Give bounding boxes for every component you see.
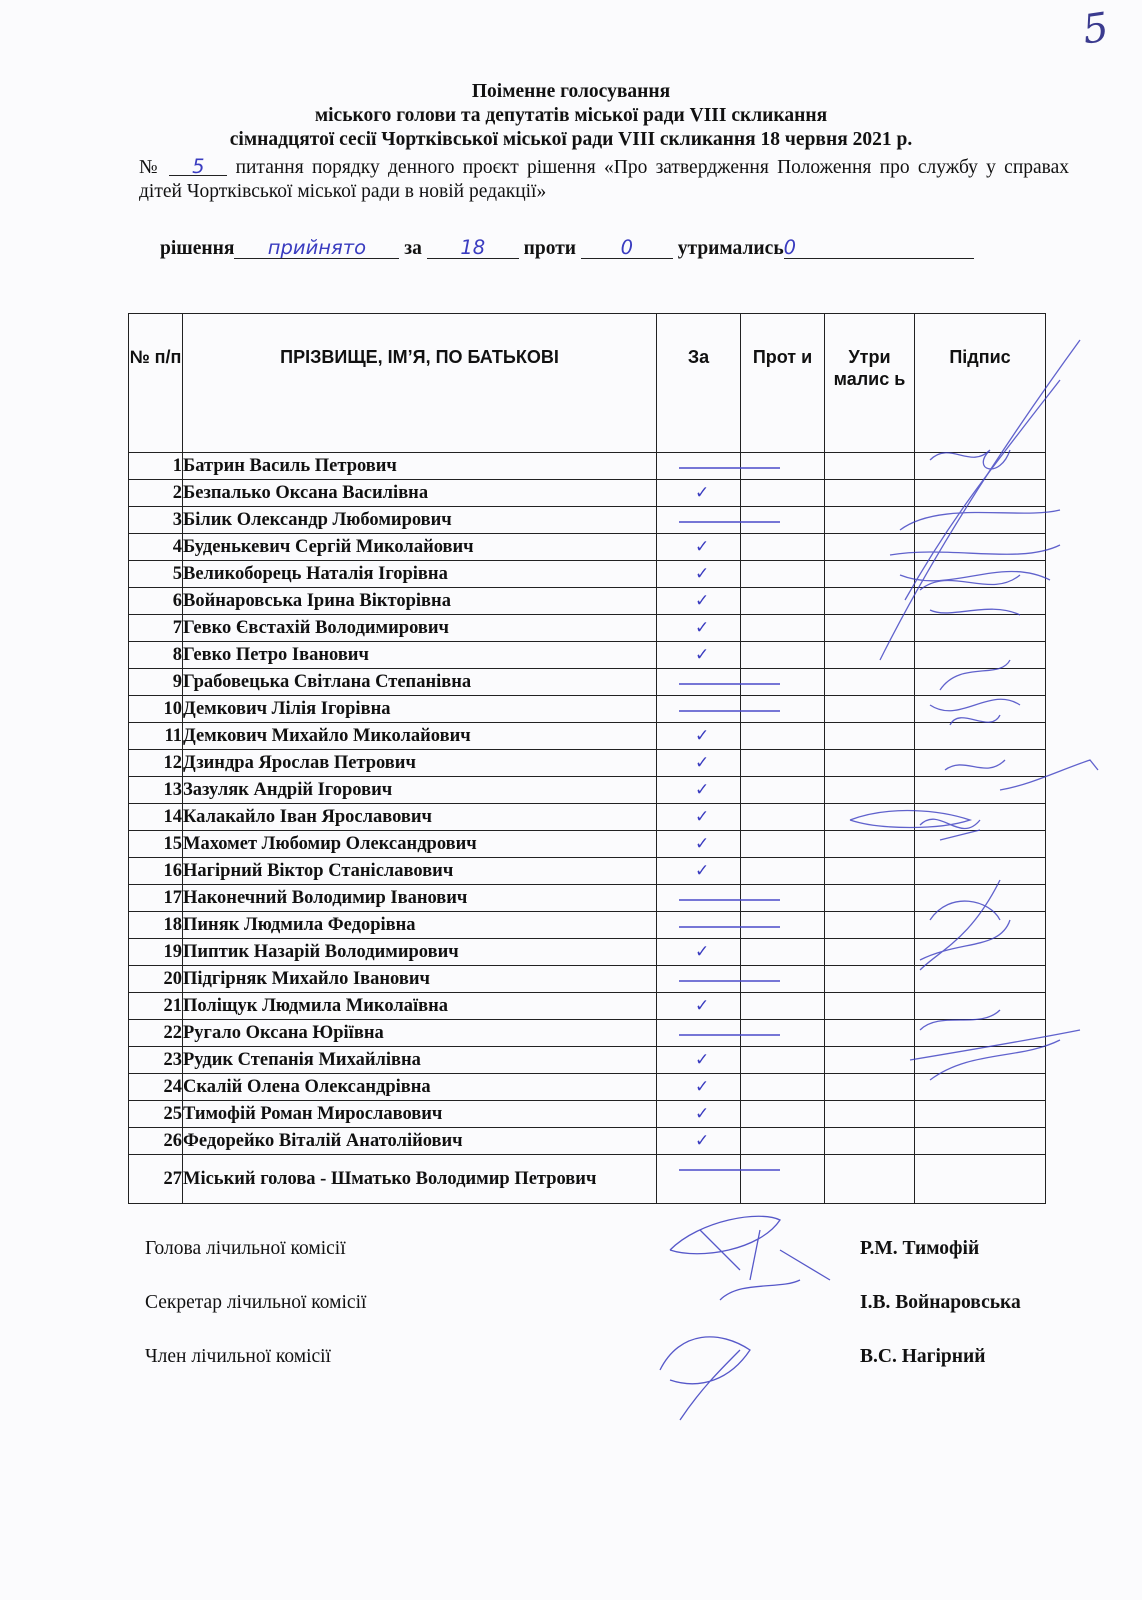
cell-proty	[741, 480, 825, 507]
table-header-row	[129, 314, 1046, 453]
deputy-name: Калакайло Іван Ярославович	[183, 804, 657, 831]
question-text: питання порядку денного проєкт рішення «Про затвердження Положення про службу у справах дітей Чортківської міської ради в новій редакції»	[139, 157, 1070, 202]
cell-za	[657, 885, 741, 912]
cell-signature	[915, 966, 1046, 993]
cell-za	[657, 1074, 741, 1101]
checkmark-icon: ✓	[695, 1104, 710, 1124]
cell-proty	[741, 1020, 825, 1047]
commission-chair	[145, 1238, 1065, 1264]
table-row	[129, 1074, 1046, 1101]
deputy-name: Скалій Олена Олександрівна	[183, 1074, 657, 1101]
checkmark-icon: ✓	[695, 1050, 710, 1070]
question-prefix: №	[139, 157, 161, 178]
cell-za	[657, 1155, 741, 1204]
table-row	[129, 561, 1046, 588]
commission-member	[145, 1346, 1065, 1372]
cell-utr	[825, 1155, 915, 1204]
row-number: 9	[129, 669, 183, 696]
table-row	[129, 939, 1046, 966]
row-number: 13	[129, 777, 183, 804]
cell-za	[657, 939, 741, 966]
cell-proty	[741, 642, 825, 669]
header-signature: Підпис	[915, 314, 1046, 453]
header-subtitle: міського голови та депутатів міської ради VIII скликання	[314, 105, 828, 126]
table-row	[129, 480, 1046, 507]
table-row	[129, 993, 1046, 1020]
table-row	[129, 534, 1046, 561]
row-number: 14	[129, 804, 183, 831]
document-header	[0, 80, 1142, 152]
cell-proty	[741, 615, 825, 642]
cell-proty	[741, 453, 825, 480]
row-number: 15	[129, 831, 183, 858]
deputy-name: Тимофій Роман Мирославович	[183, 1101, 657, 1128]
cell-za	[657, 804, 741, 831]
cell-proty	[741, 696, 825, 723]
cell-za	[657, 1128, 741, 1155]
cell-signature	[915, 750, 1046, 777]
header-number: № п/п	[129, 314, 183, 453]
cell-utr	[825, 507, 915, 534]
row-number: 2	[129, 480, 183, 507]
cell-utr	[825, 534, 915, 561]
table-row	[129, 912, 1046, 939]
cell-signature	[915, 858, 1046, 885]
row-number: 4	[129, 534, 183, 561]
cell-signature	[915, 831, 1046, 858]
deputy-name: Міський голова - Шматько Володимир Петрович	[183, 1155, 657, 1204]
cell-utr	[825, 480, 915, 507]
deputy-name: Гевко Петро Іванович	[183, 642, 657, 669]
row-number: 27	[129, 1155, 183, 1204]
cell-za	[657, 507, 741, 534]
cell-signature	[915, 1047, 1046, 1074]
table-row	[129, 453, 1046, 480]
deputy-name: Дзиндра Ярослав Петрович	[183, 750, 657, 777]
agenda-question	[139, 155, 1069, 204]
table-row	[129, 669, 1046, 696]
cell-za	[657, 912, 741, 939]
cell-za	[657, 561, 741, 588]
deputy-name: Грабовецька Світлана Степанівна	[183, 669, 657, 696]
cell-signature	[915, 885, 1046, 912]
checkmark-icon: ✓	[695, 834, 710, 854]
cell-signature	[915, 912, 1046, 939]
cell-signature	[915, 642, 1046, 669]
cell-utr	[825, 831, 915, 858]
secretary-role: Секретар лічильної комісії	[145, 1292, 367, 1313]
deputy-name: Безпалько Оксана Василівна	[183, 480, 657, 507]
row-number: 25	[129, 1101, 183, 1128]
cell-utr	[825, 723, 915, 750]
cell-proty	[741, 669, 825, 696]
table-row	[129, 1020, 1046, 1047]
cell-proty	[741, 1128, 825, 1155]
checkmark-icon: ✓	[695, 564, 710, 584]
cell-signature	[915, 993, 1046, 1020]
cell-proty	[741, 966, 825, 993]
cell-proty	[741, 831, 825, 858]
absent-dash-mark	[679, 899, 780, 901]
deputy-name: Білик Олександр Любомирович	[183, 507, 657, 534]
cell-za	[657, 993, 741, 1020]
row-number: 7	[129, 615, 183, 642]
cell-utr	[825, 912, 915, 939]
chair-role: Голова лічильної комісії	[145, 1238, 346, 1259]
row-number: 18	[129, 912, 183, 939]
checkmark-icon: ✓	[695, 780, 710, 800]
cell-za	[657, 777, 741, 804]
checkmark-icon: ✓	[695, 753, 710, 773]
cell-signature	[915, 561, 1046, 588]
table-row	[129, 858, 1046, 885]
checkmark-icon: ✓	[695, 726, 710, 746]
cell-utr	[825, 777, 915, 804]
cell-za	[657, 1047, 741, 1074]
cell-proty	[741, 858, 825, 885]
member-role: Член лічильної комісії	[145, 1346, 331, 1367]
deputy-name: Гевко Євстахій Володимирович	[183, 615, 657, 642]
table-row	[129, 1155, 1046, 1204]
row-number: 5	[129, 561, 183, 588]
row-number: 12	[129, 750, 183, 777]
cell-utr	[825, 939, 915, 966]
header-za: За	[657, 314, 741, 453]
row-number: 17	[129, 885, 183, 912]
table-row	[129, 723, 1046, 750]
table-row	[129, 804, 1046, 831]
cell-proty	[741, 993, 825, 1020]
row-number: 19	[129, 939, 183, 966]
cell-za	[657, 669, 741, 696]
cell-utr	[825, 588, 915, 615]
decision-value: прийнято	[267, 236, 367, 259]
cell-za	[657, 1101, 741, 1128]
checkmark-icon: ✓	[695, 645, 710, 665]
table-row	[129, 750, 1046, 777]
deputy-name: Батрин Василь Петрович	[183, 453, 657, 480]
utr-label: утримались	[677, 238, 784, 259]
deputy-name: Пиптик Назарій Володимирович	[183, 939, 657, 966]
cell-utr	[825, 642, 915, 669]
cell-za	[657, 453, 741, 480]
row-number: 8	[129, 642, 183, 669]
chair-name: Р.М. Тимофій	[860, 1238, 980, 1259]
za-value: 18	[460, 236, 486, 259]
deputy-name: Пиняк Людмила Федорівна	[183, 912, 657, 939]
absent-dash-mark	[679, 1169, 780, 1171]
cell-proty	[741, 777, 825, 804]
table-row	[129, 1101, 1046, 1128]
deputy-name: Великоборець Наталія Ігорівна	[183, 561, 657, 588]
cell-signature	[915, 615, 1046, 642]
deputy-name: Нагірний Віктор Станіславович	[183, 858, 657, 885]
deputy-name: Войнаровська Ірина Вікторівна	[183, 588, 657, 615]
cell-signature	[915, 453, 1046, 480]
cell-utr	[825, 1074, 915, 1101]
checkmark-icon: ✓	[695, 537, 710, 557]
absent-dash-mark	[679, 1034, 780, 1036]
absent-dash-mark	[679, 926, 780, 928]
cell-signature	[915, 777, 1046, 804]
header-utr: Утри малис ь	[825, 314, 915, 453]
checkmark-icon: ✓	[695, 618, 710, 638]
table-row	[129, 885, 1046, 912]
absent-dash-mark	[679, 467, 780, 469]
header-session: сімнадцятої сесії Чортківської міської ради VIII скликання 18 червня 2021 р.	[229, 129, 913, 150]
cell-za	[657, 642, 741, 669]
row-number: 3	[129, 507, 183, 534]
cell-proty	[741, 1074, 825, 1101]
checkmark-icon: ✓	[695, 1131, 710, 1151]
absent-dash-mark	[679, 980, 780, 982]
table-row	[129, 1128, 1046, 1155]
roll-call-table	[128, 313, 1046, 1204]
proty-value: 0	[620, 236, 634, 259]
cell-proty	[741, 804, 825, 831]
cell-signature	[915, 696, 1046, 723]
cell-signature	[915, 1128, 1046, 1155]
absent-dash-mark	[679, 683, 780, 685]
row-number: 11	[129, 723, 183, 750]
deputy-name: Федорейко Віталій Анатолійович	[183, 1128, 657, 1155]
table-row	[129, 831, 1046, 858]
row-number: 16	[129, 858, 183, 885]
deputy-name: Буденькевич Сергій Миколайович	[183, 534, 657, 561]
row-number: 23	[129, 1047, 183, 1074]
cell-signature	[915, 1074, 1046, 1101]
cell-utr	[825, 615, 915, 642]
cell-utr	[825, 993, 915, 1020]
cell-za	[657, 615, 741, 642]
absent-dash-mark	[679, 521, 780, 523]
decision-label: рішення	[160, 238, 235, 259]
cell-za	[657, 858, 741, 885]
member-name: В.С. Нагірний	[860, 1346, 986, 1367]
cell-signature	[915, 480, 1046, 507]
cell-proty	[741, 1047, 825, 1074]
row-number: 22	[129, 1020, 183, 1047]
proty-label: проти	[523, 238, 577, 259]
row-number: 21	[129, 993, 183, 1020]
secretary-name: І.В. Войнаровська	[860, 1292, 1021, 1313]
checkmark-icon: ✓	[695, 942, 710, 962]
checkmark-icon: ✓	[695, 483, 710, 503]
row-number: 1	[129, 453, 183, 480]
deputy-name: Ругало Оксана Юріївна	[183, 1020, 657, 1047]
cell-utr	[825, 804, 915, 831]
cell-proty	[741, 561, 825, 588]
deputy-name: Наконечний Володимир Іванович	[183, 885, 657, 912]
deputy-name: Махомет Любомир Олександрович	[183, 831, 657, 858]
cell-signature	[915, 507, 1046, 534]
cell-proty	[741, 534, 825, 561]
cell-za	[657, 966, 741, 993]
commission-secretary	[145, 1292, 1065, 1318]
row-number: 10	[129, 696, 183, 723]
header-name: ПРІЗВИЩЕ, ІМ’Я, ПО БАТЬКОВІ	[183, 314, 657, 453]
checkmark-icon: ✓	[695, 861, 710, 881]
cell-proty	[741, 750, 825, 777]
table-row	[129, 1047, 1046, 1074]
cell-signature	[915, 1020, 1046, 1047]
table-row	[129, 696, 1046, 723]
cell-za	[657, 750, 741, 777]
cell-za	[657, 831, 741, 858]
deputy-name: Підгірняк Михайло Іванович	[183, 966, 657, 993]
checkmark-icon: ✓	[695, 996, 710, 1016]
cell-utr	[825, 561, 915, 588]
cell-proty	[741, 939, 825, 966]
checkmark-icon: ✓	[695, 591, 710, 611]
deputy-name: Поліщук Людмила Миколаївна	[183, 993, 657, 1020]
cell-utr	[825, 858, 915, 885]
cell-za	[657, 534, 741, 561]
cell-utr	[825, 669, 915, 696]
question-number: 5	[192, 155, 205, 178]
cell-signature	[915, 939, 1046, 966]
cell-za	[657, 480, 741, 507]
table-row	[129, 507, 1046, 534]
cell-signature	[915, 669, 1046, 696]
cell-utr	[825, 1128, 915, 1155]
row-number: 24	[129, 1074, 183, 1101]
cell-utr	[825, 966, 915, 993]
row-number: 26	[129, 1128, 183, 1155]
table-row	[129, 615, 1046, 642]
table-row	[129, 588, 1046, 615]
row-number: 20	[129, 966, 183, 993]
checkmark-icon: ✓	[695, 807, 710, 827]
cell-signature	[915, 723, 1046, 750]
cell-proty	[741, 1101, 825, 1128]
table-row	[129, 642, 1046, 669]
header-proty: Прот и	[741, 314, 825, 453]
checkmark-icon: ✓	[695, 1077, 710, 1097]
cell-proty	[741, 1155, 825, 1204]
row-number: 6	[129, 588, 183, 615]
page-number-mark: 5	[1079, 4, 1112, 54]
table-row	[129, 966, 1046, 993]
utr-value: 0	[783, 236, 797, 259]
cell-za	[657, 588, 741, 615]
deputy-name: Демкович Михайло Миколайович	[183, 723, 657, 750]
cell-signature	[915, 1155, 1046, 1204]
cell-signature	[915, 588, 1046, 615]
cell-proty	[741, 588, 825, 615]
cell-proty	[741, 507, 825, 534]
deputy-name: Рудик Степанія Михайлівна	[183, 1047, 657, 1074]
cell-proty	[741, 912, 825, 939]
cell-utr	[825, 1047, 915, 1074]
cell-utr	[825, 453, 915, 480]
cell-utr	[825, 885, 915, 912]
deputy-name: Демкович Лілія Ігорівна	[183, 696, 657, 723]
table-row	[129, 777, 1046, 804]
za-label: за	[404, 238, 422, 259]
deputy-name: Зазуляк Андрій Ігорович	[183, 777, 657, 804]
cell-utr	[825, 750, 915, 777]
cell-proty	[741, 723, 825, 750]
cell-signature	[915, 534, 1046, 561]
cell-proty	[741, 885, 825, 912]
cell-za	[657, 1020, 741, 1047]
cell-za	[657, 696, 741, 723]
cell-signature	[915, 804, 1046, 831]
cell-utr	[825, 1020, 915, 1047]
cell-utr	[825, 696, 915, 723]
absent-dash-mark	[679, 710, 780, 712]
vote-result	[160, 236, 1060, 260]
cell-utr	[825, 1101, 915, 1128]
cell-signature	[915, 1101, 1046, 1128]
cell-za	[657, 723, 741, 750]
header-title: Поіменне голосування	[471, 81, 671, 102]
